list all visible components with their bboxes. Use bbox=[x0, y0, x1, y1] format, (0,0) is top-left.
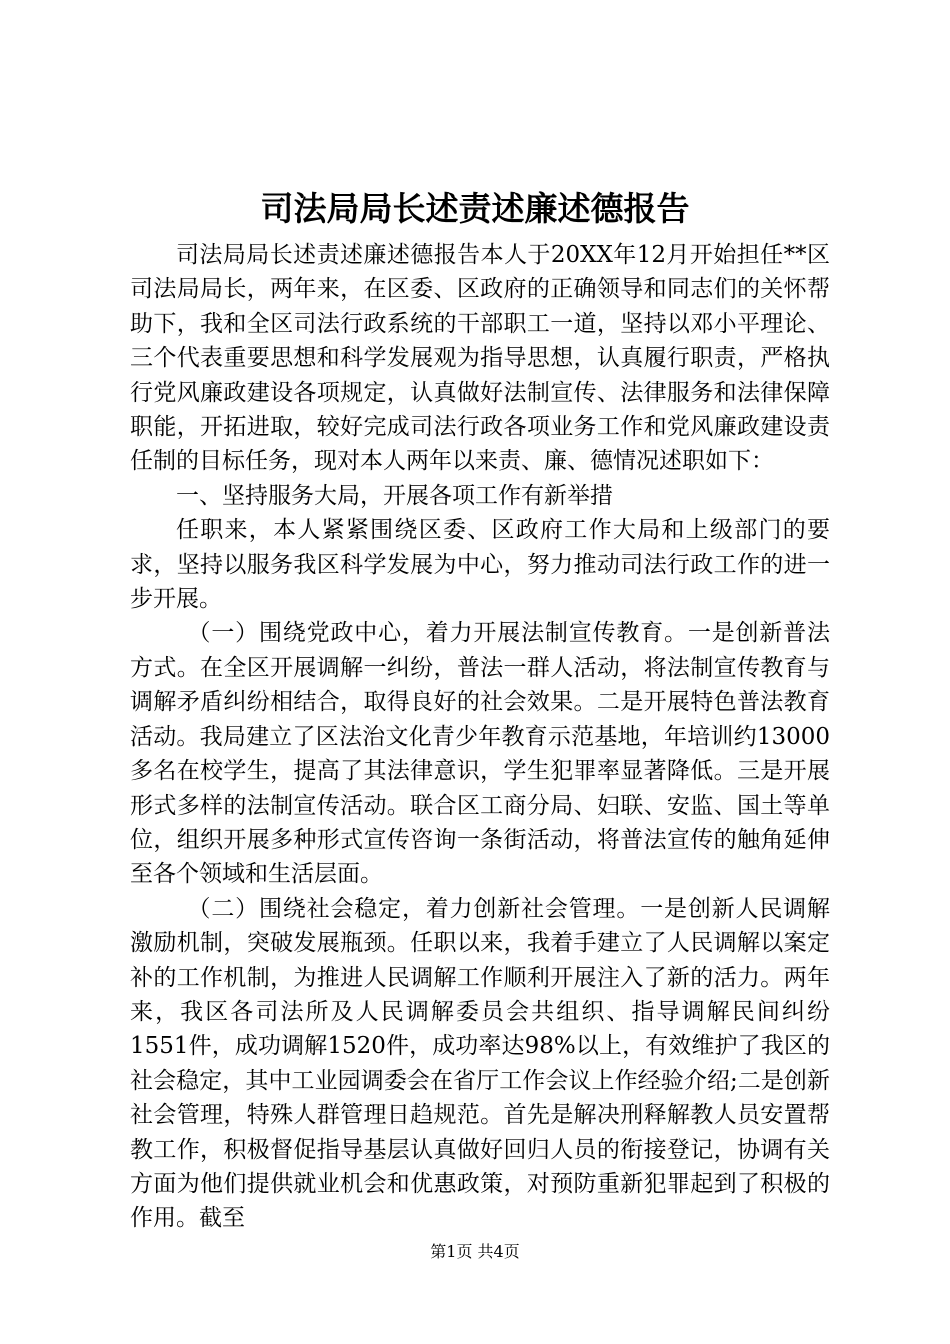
paragraph-section-intro: 任职来，本人紧紧围绕区委、区政府工作大局和上级部门的要求，坚持以服务我区科学发展为中心，努力推动司法行政工作的进一步开展。 bbox=[130, 517, 830, 613]
paragraph-intro: 司法局局长述责述廉述德报告本人于20XX年12月开始担任**区司法局局长，两年来，在区委、区政府的正确领导和同志们的关怀帮助下，我和全区司法行政系统的干部职工一道，坚持以邓小平理论、三个代表重要思想和科学发展观为指导思想，认真履行职责，严格执行党风廉政建设各项规定，认真做好法制宣传、法律服务和法律保障职能，开拓进取，较好完成司法行政各项业务工作和党风廉政建设责任制的目标任务，现对本人两年以来责、廉、德情况述职如下： bbox=[130, 242, 830, 475]
page-footer: 第1页 共4页 bbox=[430, 1242, 520, 1261]
section-heading: 一、坚持服务大局，开展各项工作有新举措 bbox=[176, 482, 613, 509]
document-body bbox=[130, 238, 830, 1236]
document-title: 司法局局长述责述廉述德报告 bbox=[260, 189, 690, 228]
paragraph-subsection-1: （一）围绕党政中心，着力开展法制宣传教育。一是创新普法方式。在全区开展调解一纠纷，普法一群人活动，将法制宣传教育与调解矛盾纠纷相结合，取得良好的社会效果。二是开展特色普法教育活动。我局建立了区法治文化青少年教育示范基地，年培训约13000多名在校学生，提高了其法律意识，学生犯罪率显著降低。三是开展形式多样的法制宣传活动。联合区工商分局、妇联、安监、国土等单位，组织开展多种形式宣传咨询一条街活动，将普法宣传的触角延伸至各个领域和生活层面。 bbox=[130, 620, 830, 888]
paragraph-subsection-2: （二）围绕社会稳定，着力创新社会管理。一是创新人民调解激励机制，突破发展瓶颈。任职以来，我着手建立了人民调解以案定补的工作机制，为推进人民调解工作顺利开展注入了新的活力。两年来，我区各司法所及人民调解委员会共组织、指导调解民间纠纷1551件，成功调解1520件，成功率达98%以上，有效维护了我区的社会稳定，其中工业园调委会在省厅工作会议上作经验介绍;二是创新社会管理，特殊人群管理日趋规范。首先是解决刑释解教人员安置帮教工作，积极督促指导基层认真做好回归人员的衔接登记，协调有关方面为他们提供就业机会和优惠政策，对预防重新犯罪起到了积极的作用。截至 bbox=[130, 895, 830, 1232]
